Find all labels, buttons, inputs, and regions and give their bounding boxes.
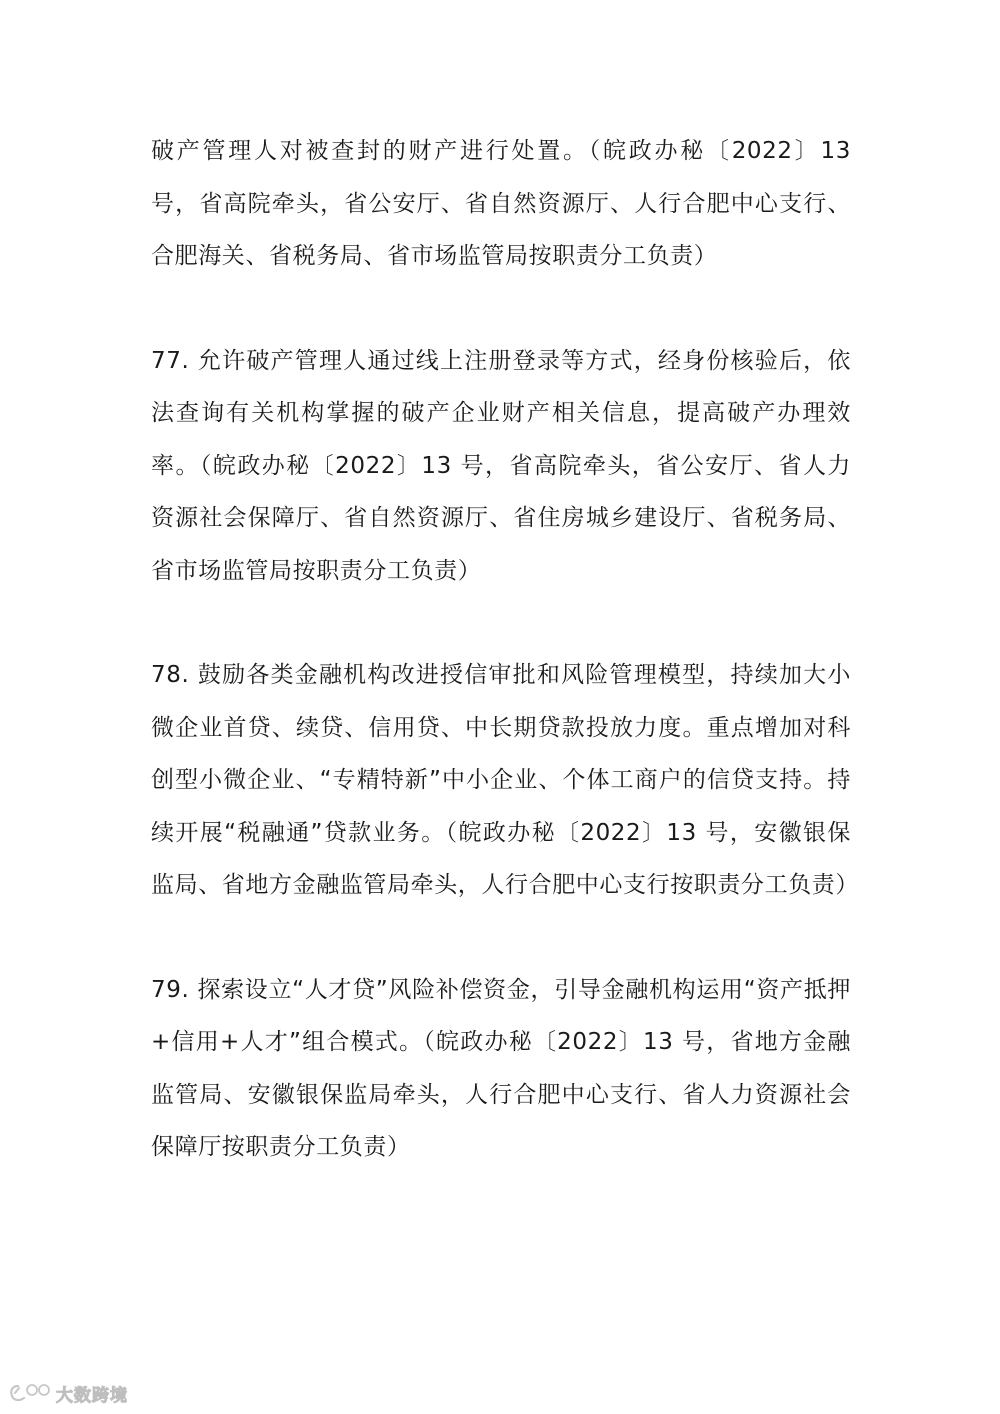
paragraph-item-79: 79. 探索设立“人才贷”风险补偿资金，引导金融机构运用“资产抵押+信用+人才”组合模式。（皖政办秘〔2022〕13 号，省地方金融监管局、安徽银保监局牵头，人行合肥中心支行、省人力资源社会保障厅按职责分工负责）	[151, 976, 851, 1160]
paragraph-item-78: 78. 鼓励各类金融机构改进授信审批和风险管理模型，持续加大小微企业首贷、续贷、信用贷、中长期贷款投放力度。重点增加对科创型小微企业、“专精特新”中小企业、个体工商户的信贷支持。持续开展“税融通”贷款业务。（皖政办秘〔2022〕13 号，安徽银保监局、省地方金融监管局牵头，人行合肥中心支行按职责分工负责）	[151, 662, 859, 898]
document-body	[151, 125, 859, 1174]
brand-logo-icon	[8, 1382, 52, 1404]
paragraph-continuation: 破产管理人对被查封的财产进行处置。（皖政办秘〔2022〕13 号，省高院牵头，省公安厅、省自然资源厅、人行合肥中心支行、合肥海关、省税务局、省市场监管局按职责分工负责）	[151, 138, 851, 269]
paragraph-item-77: 77. 允许破产管理人通过线上注册登录等方式，经身份核验后，依法查询有关机构掌握的破产企业财产相关信息，提高破产办理效率。（皖政办秘〔2022〕13 号，省高院牵头，省公安厅、省人力资源社会保障厅、省自然资源厅、省住房城乡建设厅、省税务局、省市场监管局按职责分工负责）	[151, 347, 851, 584]
watermark	[8, 1380, 128, 1406]
watermark-text: 大数跨境	[56, 1385, 128, 1406]
